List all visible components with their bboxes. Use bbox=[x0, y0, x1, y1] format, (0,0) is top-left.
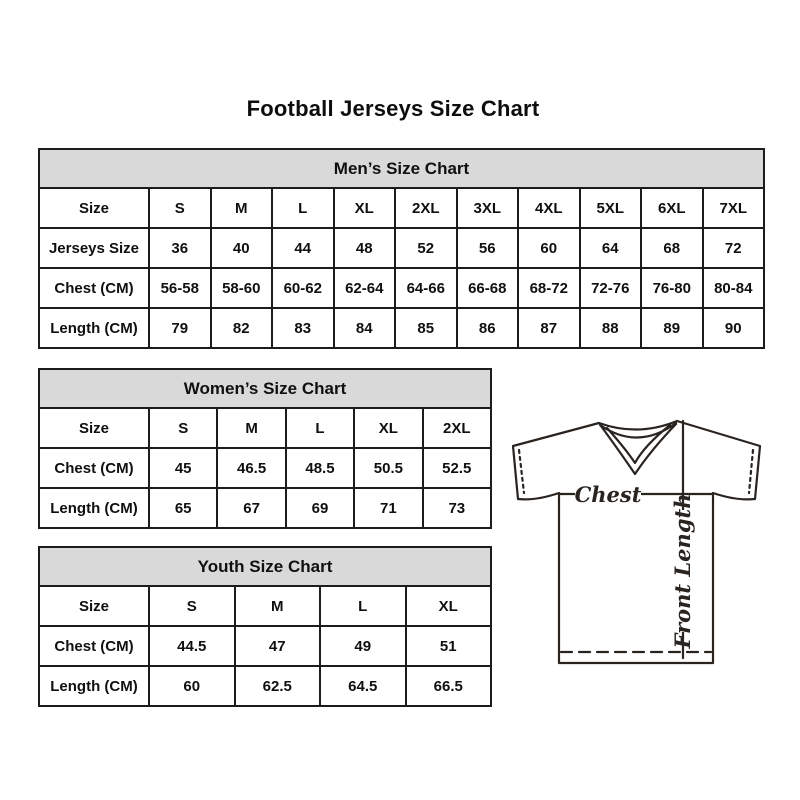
table-cell: 64.5 bbox=[320, 666, 406, 706]
table-cell: 6XL bbox=[641, 188, 703, 228]
mens-size-table bbox=[38, 148, 765, 349]
table-cell: 60 bbox=[149, 666, 235, 706]
table-cell: 56 bbox=[457, 228, 519, 268]
right-cuff-stitch bbox=[749, 450, 753, 493]
table-cell: M bbox=[211, 188, 273, 228]
table-cell: M bbox=[217, 408, 285, 448]
womens-size-table bbox=[38, 368, 492, 529]
table-cell: 85 bbox=[395, 308, 457, 348]
table-cell: 5XL bbox=[580, 188, 642, 228]
table-cell: 68 bbox=[641, 228, 703, 268]
table-cell: 50.5 bbox=[354, 448, 422, 488]
jersey-outline bbox=[513, 421, 760, 663]
table-cell: L bbox=[286, 408, 354, 448]
table-cell: 80-84 bbox=[703, 268, 765, 308]
table-cell: 65 bbox=[149, 488, 217, 528]
men-table-title: Men’s Size Chart bbox=[39, 149, 764, 188]
table-cell: 4XL bbox=[518, 188, 580, 228]
table-cell: 89 bbox=[641, 308, 703, 348]
row-label: Chest (CM) bbox=[39, 268, 149, 308]
row-label: Chest (CM) bbox=[39, 448, 149, 488]
women-table-row bbox=[39, 408, 491, 448]
row-label: Length (CM) bbox=[39, 666, 149, 706]
women-table-row bbox=[39, 488, 491, 528]
row-label: Size bbox=[39, 408, 149, 448]
table-cell: 47 bbox=[235, 626, 321, 666]
table-cell: 90 bbox=[703, 308, 765, 348]
table-cell: L bbox=[272, 188, 334, 228]
table-cell: 60-62 bbox=[272, 268, 334, 308]
table-cell: S bbox=[149, 408, 217, 448]
left-cuff-stitch bbox=[519, 450, 524, 493]
youth-table-row bbox=[39, 666, 491, 706]
women-table-title: Women’s Size Chart bbox=[39, 369, 491, 408]
table-cell: 40 bbox=[211, 228, 273, 268]
table-cell: 7XL bbox=[703, 188, 765, 228]
table-cell: 66.5 bbox=[406, 666, 492, 706]
table-cell: 62.5 bbox=[235, 666, 321, 706]
row-label: Length (CM) bbox=[39, 488, 149, 528]
table-cell: XL bbox=[334, 188, 396, 228]
table-cell: 52 bbox=[395, 228, 457, 268]
youth-size-table bbox=[38, 546, 492, 707]
table-cell: 3XL bbox=[457, 188, 519, 228]
table-cell: 2XL bbox=[395, 188, 457, 228]
table-cell: 48 bbox=[334, 228, 396, 268]
youth-table-title: Youth Size Chart bbox=[39, 547, 491, 586]
row-label: Size bbox=[39, 188, 149, 228]
table-cell: 36 bbox=[149, 228, 211, 268]
table-cell: 83 bbox=[272, 308, 334, 348]
table-cell: 72-76 bbox=[580, 268, 642, 308]
table-cell: 60 bbox=[518, 228, 580, 268]
table-cell: XL bbox=[406, 586, 492, 626]
men-table-row bbox=[39, 188, 764, 228]
table-cell: 88 bbox=[580, 308, 642, 348]
table-cell: 86 bbox=[457, 308, 519, 348]
table-cell: 45 bbox=[149, 448, 217, 488]
jersey-measurement-diagram bbox=[503, 408, 775, 666]
table-cell: 44.5 bbox=[149, 626, 235, 666]
table-cell: 68-72 bbox=[518, 268, 580, 308]
youth-table-row bbox=[39, 626, 491, 666]
table-cell: 58-60 bbox=[211, 268, 273, 308]
table-cell: 73 bbox=[423, 488, 491, 528]
table-cell: 52.5 bbox=[423, 448, 491, 488]
table-cell: 87 bbox=[518, 308, 580, 348]
men-table-row bbox=[39, 228, 764, 268]
table-cell: 64-66 bbox=[395, 268, 457, 308]
youth-table-row bbox=[39, 586, 491, 626]
table-cell: M bbox=[235, 586, 321, 626]
row-label: Length (CM) bbox=[39, 308, 149, 348]
row-label: Size bbox=[39, 586, 149, 626]
men-table-row bbox=[39, 268, 764, 308]
table-cell: 44 bbox=[272, 228, 334, 268]
table-cell: XL bbox=[354, 408, 422, 448]
table-cell: 71 bbox=[354, 488, 422, 528]
table-cell: 72 bbox=[703, 228, 765, 268]
men-table-row bbox=[39, 308, 764, 348]
table-cell: 79 bbox=[149, 308, 211, 348]
page-title: Football Jerseys Size Chart bbox=[246, 96, 540, 121]
table-cell: 76-80 bbox=[641, 268, 703, 308]
chest-label: Chest bbox=[574, 482, 642, 507]
table-cell: S bbox=[149, 586, 235, 626]
table-cell: 64 bbox=[580, 228, 642, 268]
table-cell: 2XL bbox=[423, 408, 491, 448]
table-cell: 49 bbox=[320, 626, 406, 666]
table-cell: S bbox=[149, 188, 211, 228]
table-cell: 82 bbox=[211, 308, 273, 348]
table-cell: 48.5 bbox=[286, 448, 354, 488]
table-cell: 51 bbox=[406, 626, 492, 666]
table-cell: 62-64 bbox=[334, 268, 396, 308]
row-label: Jerseys Size bbox=[39, 228, 149, 268]
table-cell: 56-58 bbox=[149, 268, 211, 308]
table-cell: 67 bbox=[217, 488, 285, 528]
front-length-label: Front Length bbox=[670, 493, 695, 649]
women-table-row bbox=[39, 448, 491, 488]
table-cell: 69 bbox=[286, 488, 354, 528]
jersey-illustration bbox=[503, 408, 775, 666]
row-label: Chest (CM) bbox=[39, 626, 149, 666]
table-cell: 46.5 bbox=[217, 448, 285, 488]
table-cell: L bbox=[320, 586, 406, 626]
table-cell: 84 bbox=[334, 308, 396, 348]
vneck-inner bbox=[607, 425, 670, 463]
table-cell: 66-68 bbox=[457, 268, 519, 308]
